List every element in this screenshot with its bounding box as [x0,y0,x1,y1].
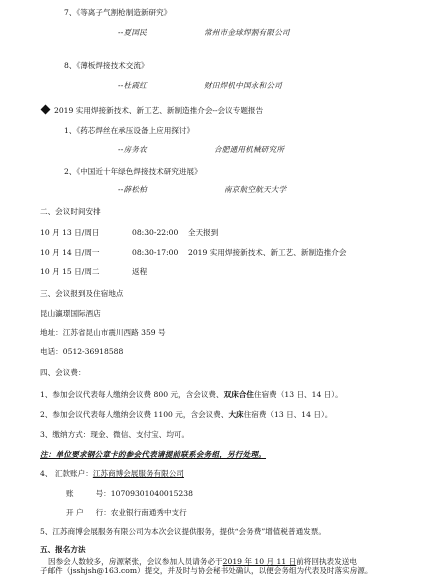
diamond-bullet-icon [41,105,51,115]
fee-line-2 [40,410,332,420]
fee-line-1 [40,390,343,400]
special-2-org: 南京航空航天大学 [224,185,287,194]
special-1-author: --房务农 [118,145,147,154]
special-1-title: 1、《药芯焊丝在承压设备上应用探讨》 [64,126,195,135]
fee-payment-methods: 3、缴纳方式：现金、微信、支付宝、均可。 [40,430,190,439]
item-7-org: 常州市金球焊割有限公司 [204,28,290,37]
schedule-row-2-time: 08:30-17:00 [132,248,179,257]
bank-branch-value: 农业银行南通秀中支行 [110,508,187,517]
schedule-row-1-date: 10 月 13 日/周日 [40,228,100,237]
schedule-row-1-event: 全天报到 [188,228,219,237]
registration-text-line-2: 子邮件（jsshjsh@163.com）提交，并及时与协会秘书处确认，以便会务组为代表及时落实房源。 [40,566,373,575]
bank-branch-label: 开 户 [66,508,84,517]
item-7-author: --夏国民 [118,28,147,37]
schedule-row-2-date: 10 月 14 日/周一 [40,248,100,257]
bank-branch-line [66,508,187,518]
schedule-row-1-time: 08:30-22:00 [132,228,179,237]
registration-deadline: 2019 年 10 月 11 日 [222,557,297,566]
remit-account-line [40,469,184,479]
item-8-author: --杜霞红 [118,81,147,90]
fee-line-2-text: 2、参加会议代表每人缴纳会议费 1100 元，含会议费、 [40,410,229,419]
special-2-author: --薛松柏 [118,185,147,194]
registration-text-b: 前将回执表发送电 [296,557,357,566]
hotel-address: 地址：江苏省昆山市震川西路 359 号 [40,328,166,337]
hotel-name: 昆山瀛璟国际酒店 [40,309,101,318]
special-1-org: 合肥通用机械研究所 [214,145,285,154]
section-5-heading-text: 五、报名方法 [40,545,86,554]
item-8-title: 8、《薄板焊接技术交流》 [64,61,149,70]
account-number-value: 10709301040015238 [110,489,193,498]
bank-branch-label-tail: 行： [95,508,111,517]
registration-text-a: 因参会人数较多，房源紧张，会议参加人员请务必于 [48,557,223,566]
hotel-phone: 电话：0512-36918588 [40,347,124,356]
special-2-title: 2、《中国近十年绿色焊接技术研究进展》 [64,167,202,176]
section-4-heading: 四、会议费： [40,368,86,377]
schedule-row-2-event: 2019 实用焊接新技术、新工艺、新制造推介会 [188,248,347,257]
fee-line-1-text: 1、参加会议代表每人缴纳会议费 800 元，含会议费、 [40,390,224,399]
account-number-label-tail: 号： [95,489,111,498]
remit-account-label: 4、 汇款账户： [40,469,93,478]
fee-line-1-tail: 住宿费（13 日、14 日）。 [254,390,343,399]
item-8-org: 财田焊机中国永和公司 [204,81,282,90]
invoice-service-note [40,527,326,536]
fee-note: 注：单位要求钢公章卡的参会代表请提前联系会务组，另行处理。 [40,450,267,459]
section-2-heading: 二、会议时间安排 [40,207,101,216]
special-report-heading [40,106,263,116]
fee-room-type-twin: 双床合住 [223,390,254,399]
invoice-service-text: 5、江苏商博会展服务有限公司为本次会议提供服务，提供“会务费”增值税普通发票。 [40,527,326,536]
schedule-row-3-date: 10 月 15 日/周二 [40,267,100,276]
section-5-heading [40,545,86,554]
item-7-title: 7、《等离子气割枪制造新研究》 [64,8,172,17]
registration-paragraph-line-1 [48,557,357,566]
account-number-label: 账 [66,489,74,498]
fee-line-2-tail: 住宿费（13 日、14 日）。 [243,410,333,419]
schedule-row-3-event: 返程 [132,267,148,276]
special-report-title: 2019 实用焊接新技术、新工艺、新制造推介会--会议专题报告 [54,106,264,115]
registration-paragraph-line-2 [40,566,373,575]
section-3-heading: 三、会议报到及住宿地点 [40,289,124,298]
fee-room-type-king: 大床 [228,410,244,419]
account-number-line [66,489,193,499]
remit-account-name: 江苏商博会展服务有限公司 [92,469,184,478]
